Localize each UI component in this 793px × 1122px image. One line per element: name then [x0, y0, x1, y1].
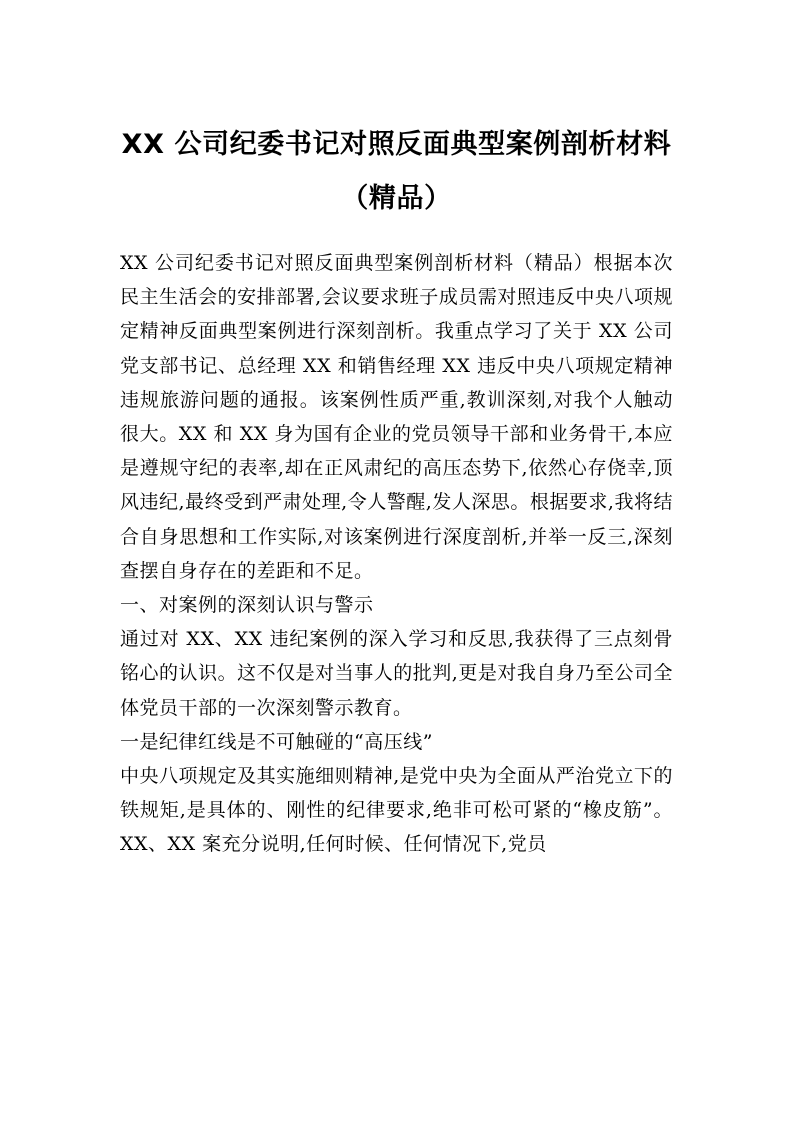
subsection-paragraph: 中央八项规定及其实施细则精神,是党中央为全面从严治党立下的铁规矩,是具体的、刚性的纪律要求,绝非可松可紧的“橡皮筋”。XX、XX 案充分说明,任何时候、任何情况下,党员 — [120, 765, 673, 856]
subsection-heading: 一是纪律红线是不可触碰的“高压线” — [120, 730, 433, 753]
document-title: XX 公司纪委书记对照反面典型案例剖析材料（精品） — [121, 129, 672, 214]
section-heading: 一、对案例的深刻认识与警示 — [120, 594, 374, 617]
document-body — [120, 246, 673, 862]
section-paragraph: 通过对 XX、XX 违纪案例的深入学习和反思,我获得了三点刻骨铭心的认识。这不仅是对当事人的批判,更是对我自身乃至公司全体党员干部的一次深刻警示教育。 — [120, 628, 673, 719]
intro-paragraph: XX 公司纪委书记对照反面典型案例剖析材料（精品）根据本次民主生活会的安排部署,会议要求班子成员需对照违反中央八项规定精神反面典型案例进行深刻剖析。我重点学习了关于 XX 公司党支部书记、总经理 XX 和销售经理 XX 违反中央八项规定精神违规旅游问题的通报。该案例性质严重,教训深刻,对我个人触动很大。XX 和 XX 身为国有企业的党员领导干部和业务骨干,本应是遵规守纪的表率,却在正风肃纪的高压态势下,依然心存侥幸,顶风违纪,最终受到严肃处理,令人警醒,发人深思。根据要求,我将结合自身思想和工作实际,对该案例进行深度剖析,并举一反三,深刻查摆自身存在的差距和不足。 — [120, 252, 673, 582]
